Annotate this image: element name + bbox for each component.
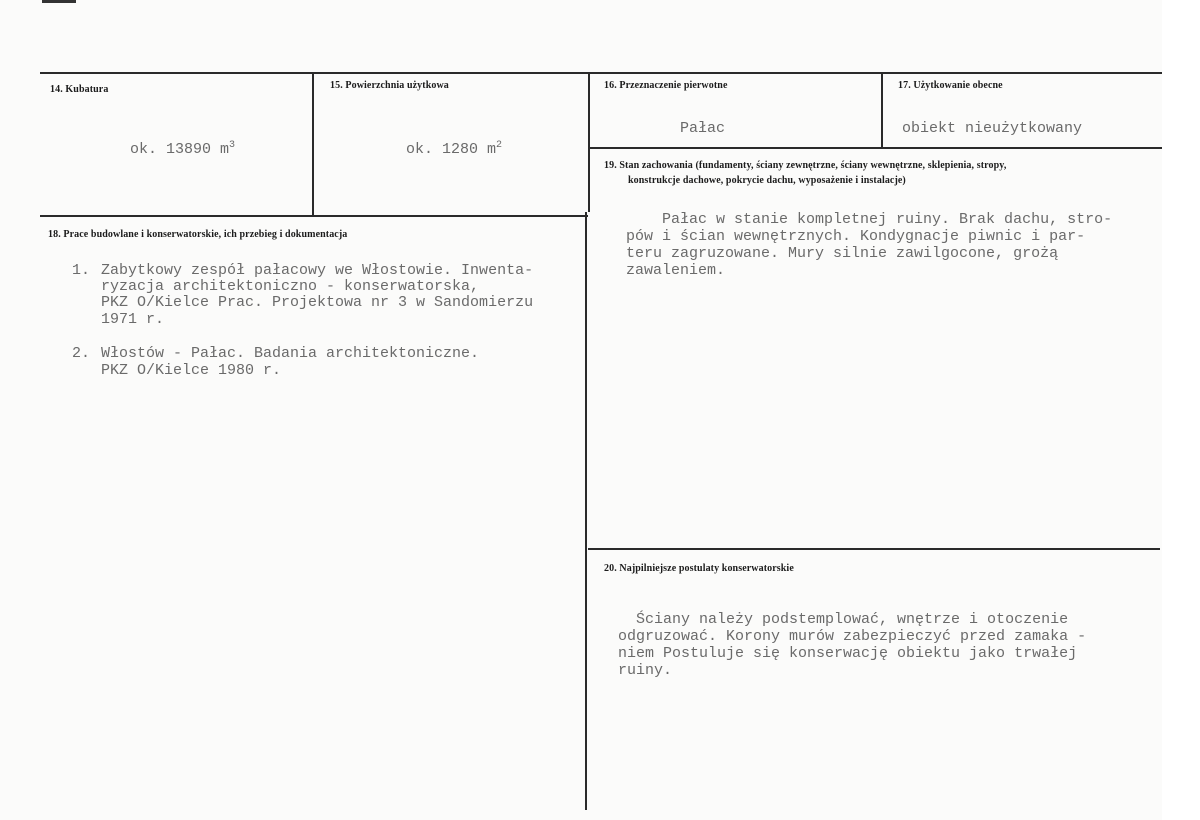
rule-below-14-15 [40,215,588,217]
condition-text-line: zawaleniem. [626,262,726,279]
postulate-text-line: Ściany należy podstemplować, wnętrze i otoczenie [618,611,1069,628]
item-line: PKZ O/Kielce 1980 r. [101,362,282,379]
divider-main-column [585,212,587,810]
postulate-text-line: niem Postuluje się konserwację obiektu jako trwałej [618,645,1078,662]
field-15-label: 15. Powierzchnia użytkowa [330,80,449,91]
field-17-value: obiekt nieużytkowany [902,120,1083,137]
divider-16-17 [881,72,883,149]
top-edge-mark [42,0,76,3]
item-number: 2. [72,345,91,362]
item-line: 1971 r. [101,311,165,328]
field-19-label-continued: konstrukcje dachowe, pokrycie dachu, wyposażenie i instalacje) [628,175,906,186]
item-line: Zabytkowy zespół pałacowy we Włostowie. Inwenta- [101,262,534,279]
rule-above-20 [588,548,1160,550]
item-line: ryzacja architektoniczno - konserwatorska, [101,278,480,295]
condition-text-line: teru zagruzowane. Mury silnie zawilgocone, grożą [626,245,1059,262]
field-15-value: ok. 1280 $m^2$ [406,140,503,158]
field-14-label: 14. Kubatura [50,84,109,95]
field-14-value: ok. 13890 $m^3$ [130,140,236,158]
field-20-label: 20. Najpilniejsze postulaty konserwatorskie [604,563,794,574]
divider-14-15 [312,72,314,217]
field-17-label: 17. Użytkowanie obecne [898,80,1003,91]
postulate-text-line: ruiny. [618,662,673,679]
field-16-value: Pałac [680,120,726,137]
page-edge [1162,0,1200,820]
condition-text-line: pów i ścian wewnętrznych. Kondygnacje piwnic i par- [626,228,1086,245]
field-18-label: 18. Prace budowlane i konserwatorskie, ich przebieg i dokumentacja [48,229,348,240]
item-line: Włostów - Pałac. Badania architektoniczne. [101,345,480,362]
top-rule [40,72,1162,74]
item-line: PKZ O/Kielce Prac. Projektowa nr 3 w Sandomierzu [101,294,534,311]
divider-15-16 [588,72,590,212]
postulate-text-line: odgruzować. Korony murów zabezpieczyć przed zamaka - [618,628,1087,645]
condition-text-line: Pałac w stanie kompletnej ruiny. Brak dachu, stro- [626,211,1113,228]
field-16-label: 16. Przeznaczenie pierwotne [604,80,728,91]
field-19-label: 19. Stan zachowania (fundamenty, ściany zewnętrzne, ściany wewnętrzne, sklepienia, stropy, [604,160,1007,171]
item-number: 1. [72,262,91,279]
rule-below-16-17 [588,147,1162,149]
